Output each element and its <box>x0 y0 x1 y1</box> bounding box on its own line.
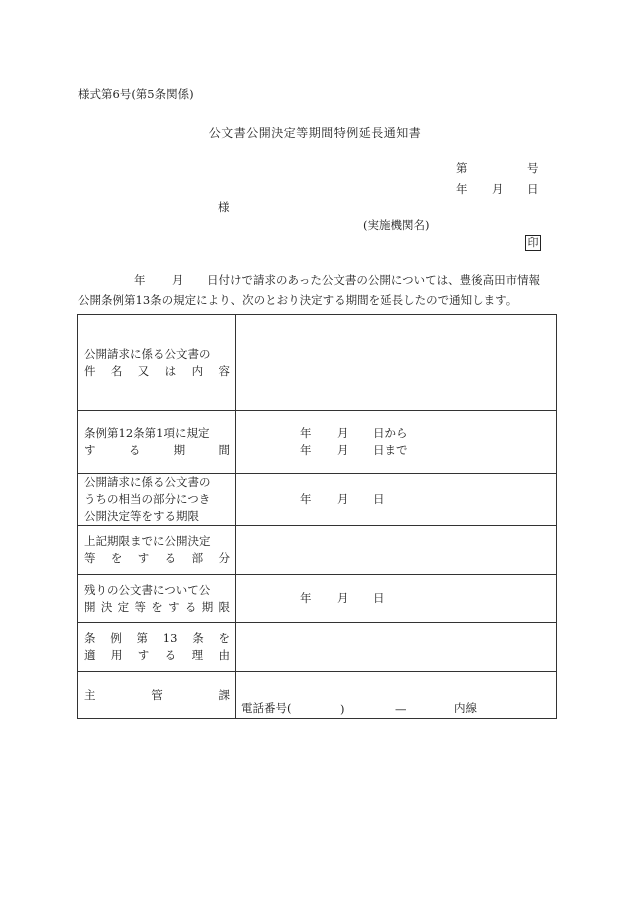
label-line: 上記期限までに公開決定 <box>84 534 211 548</box>
row-label-period <box>78 411 236 474</box>
body-year: 年 <box>134 273 146 287</box>
row-value-department <box>236 672 557 719</box>
body-text-line2: 公開条例第13条の規定により、次のとおり決定する期間を延長したので通知します。 <box>78 293 518 307</box>
to-month: 月 <box>337 443 349 457</box>
label-line: 公開決定等をする期限 <box>84 509 199 523</box>
number-dai-label: 第 <box>456 161 468 175</box>
row-value-remaining-deadline <box>236 575 557 623</box>
table-row <box>78 623 557 672</box>
phone-line <box>236 672 556 718</box>
body-text-line1: 日付けで請求のあった公文書の公開については、豊後高田市情報 <box>207 273 541 287</box>
row-label-department <box>78 672 236 719</box>
label-line-justified: 適 用 す る 理 由 <box>84 648 230 662</box>
number-go-label: 号 <box>527 161 539 175</box>
label-line: うちの相当の部分につき <box>84 492 211 506</box>
table-row <box>78 526 557 575</box>
remaining-deadline-date <box>236 590 556 607</box>
to-day: 日まで <box>373 443 408 457</box>
label-line: 条例第12条第1項に規定 <box>84 426 210 440</box>
extension-label: 内線 <box>454 701 477 715</box>
row-value-reason <box>236 623 557 672</box>
period-to-line <box>236 442 556 459</box>
partial-day: 日 <box>373 492 385 506</box>
table-row <box>78 575 557 623</box>
date-year-label: 年 <box>456 182 468 196</box>
table-row <box>78 474 557 526</box>
period-from-line <box>236 425 556 442</box>
row-label-partial-portion <box>78 526 236 575</box>
form-number: 様式第6号(第5条関係) <box>78 87 194 101</box>
addressee-suffix: 様 <box>218 200 230 214</box>
label-line-justified: 条 例 第 13 条 を <box>84 631 230 645</box>
date-month-label: 月 <box>492 182 504 196</box>
seal-mark: 印 <box>525 235 541 251</box>
remaining-year: 年 <box>300 591 312 605</box>
from-day: 日から <box>373 426 408 440</box>
label-line-justified: 主 管 課 <box>84 688 230 702</box>
row-value-partial-deadline <box>236 474 557 526</box>
label-line-justified: 等 を す る 部 分 <box>84 551 230 565</box>
row-label-document-subject <box>78 315 236 411</box>
from-month: 月 <box>337 426 349 440</box>
remaining-month: 月 <box>337 591 349 605</box>
partial-deadline-date <box>236 491 556 508</box>
label-line: 公開請求に係る公文書の <box>84 475 211 489</box>
partial-year: 年 <box>300 492 312 506</box>
to-year: 年 <box>300 443 312 457</box>
remaining-day: 日 <box>373 591 385 605</box>
row-value-document-subject <box>236 315 557 411</box>
label-line: 公開請求に係る公文書の <box>84 346 211 361</box>
phone-dash: — <box>395 702 407 716</box>
label-line-justified: 開 決 定 等 を す る 期 限 <box>84 599 230 614</box>
row-label-remaining-deadline <box>78 575 236 623</box>
body-month: 月 <box>172 273 184 287</box>
label-line-justified: す る 期 間 <box>84 443 230 457</box>
partial-month: 月 <box>337 492 349 506</box>
row-value-period <box>236 411 557 474</box>
label-line-justified: 件 名 又 は 内 容 <box>84 363 230 378</box>
row-value-partial-portion <box>236 526 557 575</box>
date-day-label: 日 <box>527 182 539 196</box>
row-label-reason <box>78 623 236 672</box>
label-line: 残りの公文書について公 <box>84 582 211 597</box>
table-row <box>78 672 557 719</box>
document-title: 公文書公開決定等期間特例延長通知書 <box>208 126 422 140</box>
phone-close-paren: ) <box>340 702 345 716</box>
row-label-partial-deadline <box>78 474 236 526</box>
phone-label: 電話番号( <box>241 701 292 715</box>
notice-table <box>77 314 557 719</box>
table-row <box>78 315 557 411</box>
table-row <box>78 411 557 474</box>
from-year: 年 <box>300 426 312 440</box>
issuer-name-label: (実施機関名) <box>363 218 430 232</box>
